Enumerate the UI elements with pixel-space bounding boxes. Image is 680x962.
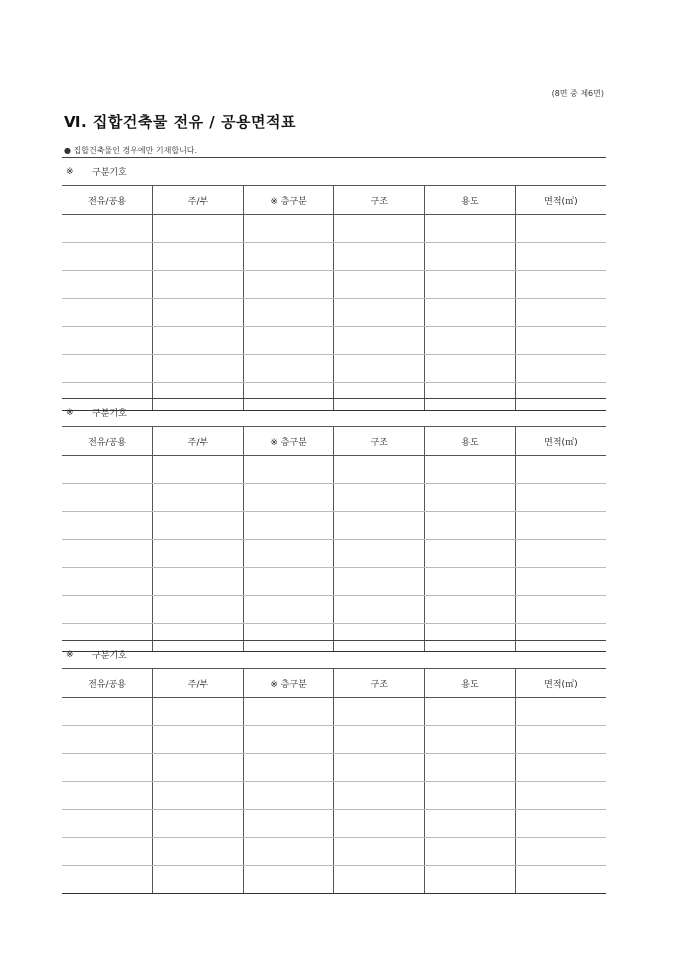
table-cell[interactable] [243, 215, 334, 243]
table-cell[interactable] [515, 215, 606, 243]
area-table [62, 426, 606, 652]
table-row [62, 540, 606, 568]
table-cell[interactable] [243, 512, 334, 540]
table-cell[interactable] [334, 243, 425, 271]
column-header-area: 면적(㎡) [515, 669, 606, 698]
table-cell[interactable] [153, 512, 244, 540]
table-cell[interactable] [515, 484, 606, 512]
table-row [62, 726, 606, 754]
table-cell[interactable] [425, 243, 516, 271]
table-cell[interactable] [334, 698, 425, 726]
table-cell[interactable] [62, 838, 153, 866]
table-cell[interactable] [243, 271, 334, 299]
table-cell[interactable] [62, 355, 153, 383]
table-header-row [62, 669, 606, 698]
table-row [62, 698, 606, 726]
reference-mark: ※ [66, 166, 74, 177]
table-cell[interactable] [334, 782, 425, 810]
page-number: (8면 중 제6면) [551, 89, 604, 98]
table-cell[interactable] [243, 810, 334, 838]
table-cell[interactable] [425, 540, 516, 568]
table-cell[interactable] [515, 327, 606, 355]
table-cell[interactable] [62, 243, 153, 271]
column-header-exclusive-common: 전유/공용 [62, 669, 153, 698]
column-header-floor: ※ 층구분 [243, 186, 334, 215]
table-cell[interactable] [243, 782, 334, 810]
table-cell[interactable] [243, 596, 334, 624]
table-cell[interactable] [425, 782, 516, 810]
table-cell[interactable] [515, 540, 606, 568]
table-cell[interactable] [515, 568, 606, 596]
table-cell[interactable] [425, 698, 516, 726]
table-cell[interactable] [153, 596, 244, 624]
table-cell[interactable] [425, 327, 516, 355]
column-header-area: 면적(㎡) [515, 427, 606, 456]
table-row [62, 243, 606, 271]
table-row [62, 299, 606, 327]
table-cell[interactable] [243, 698, 334, 726]
table-cell[interactable] [153, 866, 244, 894]
column-header-structure: 구조 [334, 427, 425, 456]
table-cell[interactable] [425, 512, 516, 540]
table-cell[interactable] [243, 243, 334, 271]
section-label-row [62, 399, 606, 426]
table-cell[interactable] [425, 271, 516, 299]
table-cell[interactable] [62, 327, 153, 355]
table-row [62, 215, 606, 243]
table-cell[interactable] [243, 327, 334, 355]
table-cell[interactable] [62, 596, 153, 624]
table-cell[interactable] [153, 782, 244, 810]
table-row [62, 271, 606, 299]
table-cell[interactable] [243, 540, 334, 568]
table-cell[interactable] [62, 512, 153, 540]
table-cell[interactable] [515, 512, 606, 540]
instruction-note: ● 집합건축물인 경우에만 기재합니다. [64, 146, 198, 155]
table-cell[interactable] [425, 810, 516, 838]
table-cell[interactable] [153, 327, 244, 355]
table-cell[interactable] [243, 726, 334, 754]
section-label: 구분기호 [92, 409, 127, 419]
table-cell[interactable] [334, 838, 425, 866]
column-header-area: 면적(㎡) [515, 186, 606, 215]
table-cell[interactable] [62, 215, 153, 243]
table-cell[interactable] [62, 568, 153, 596]
table-row [62, 838, 606, 866]
area-table [62, 668, 606, 894]
table-row [62, 866, 606, 894]
table-cell[interactable] [153, 754, 244, 782]
table-row [62, 512, 606, 540]
table-row [62, 456, 606, 484]
column-header-use: 용도 [425, 669, 516, 698]
table-cell[interactable] [243, 355, 334, 383]
table-header-row [62, 186, 606, 215]
table-cell[interactable] [153, 271, 244, 299]
table-cell[interactable] [515, 299, 606, 327]
column-header-exclusive-common: 전유/공용 [62, 427, 153, 456]
section-label-row [62, 641, 606, 668]
column-header-main-sub: 주/부 [153, 669, 244, 698]
table-cell[interactable] [334, 355, 425, 383]
table-cell[interactable] [425, 299, 516, 327]
column-header-floor: ※ 층구분 [243, 669, 334, 698]
table-cell[interactable] [153, 456, 244, 484]
table-cell[interactable] [334, 327, 425, 355]
table-cell[interactable] [334, 215, 425, 243]
table-cell[interactable] [334, 568, 425, 596]
area-section-2 [62, 398, 606, 652]
table-cell[interactable] [515, 243, 606, 271]
table-cell[interactable] [62, 726, 153, 754]
section-label: 구분기호 [92, 168, 127, 178]
column-header-structure: 구조 [334, 186, 425, 215]
table-row [62, 596, 606, 624]
table-row [62, 484, 606, 512]
table-cell[interactable] [334, 754, 425, 782]
area-section-1 [62, 157, 606, 411]
table-cell[interactable] [425, 215, 516, 243]
table-cell[interactable] [425, 456, 516, 484]
table-cell[interactable] [334, 299, 425, 327]
table-cell[interactable] [153, 215, 244, 243]
page-title: Ⅵ. 집합건축물 전유 / 공용면적표 [64, 113, 296, 131]
table-cell[interactable] [243, 568, 334, 596]
table-cell[interactable] [62, 540, 153, 568]
table-cell[interactable] [515, 698, 606, 726]
table-cell[interactable] [425, 484, 516, 512]
table-cell[interactable] [334, 271, 425, 299]
section-label: 구분기호 [92, 651, 127, 661]
table-cell[interactable] [334, 484, 425, 512]
table-row [62, 782, 606, 810]
table-cell[interactable] [153, 355, 244, 383]
column-header-main-sub: 주/부 [153, 427, 244, 456]
table-cell[interactable] [425, 726, 516, 754]
table-row [62, 810, 606, 838]
table-cell[interactable] [515, 726, 606, 754]
table-cell[interactable] [62, 271, 153, 299]
table-cell[interactable] [334, 810, 425, 838]
table-cell[interactable] [334, 512, 425, 540]
table-cell[interactable] [515, 810, 606, 838]
table-cell[interactable] [243, 838, 334, 866]
table-cell[interactable] [425, 568, 516, 596]
table-cell[interactable] [243, 754, 334, 782]
table-cell[interactable] [153, 838, 244, 866]
table-row [62, 754, 606, 782]
table-cell[interactable] [153, 243, 244, 271]
table-cell[interactable] [62, 754, 153, 782]
table-cell[interactable] [62, 299, 153, 327]
table-cell[interactable] [515, 838, 606, 866]
table-header-row [62, 427, 606, 456]
table-cell[interactable] [153, 540, 244, 568]
section-label-row [62, 158, 606, 185]
table-cell[interactable] [425, 754, 516, 782]
table-cell[interactable] [425, 838, 516, 866]
table-cell[interactable] [515, 271, 606, 299]
column-header-exclusive-common: 전유/공용 [62, 186, 153, 215]
area-section-3 [62, 640, 606, 894]
table-cell[interactable] [153, 299, 244, 327]
area-table [62, 185, 606, 411]
table-cell[interactable] [62, 866, 153, 894]
column-header-main-sub: 주/부 [153, 186, 244, 215]
table-cell[interactable] [425, 355, 516, 383]
table-cell[interactable] [515, 596, 606, 624]
table-cell[interactable] [515, 866, 606, 894]
table-cell[interactable] [515, 456, 606, 484]
table-cell[interactable] [515, 782, 606, 810]
table-cell[interactable] [425, 596, 516, 624]
table-cell[interactable] [243, 456, 334, 484]
table-cell[interactable] [153, 810, 244, 838]
table-row [62, 355, 606, 383]
table-cell[interactable] [62, 698, 153, 726]
table-row [62, 327, 606, 355]
column-header-structure: 구조 [334, 669, 425, 698]
table-cell[interactable] [515, 355, 606, 383]
table-cell[interactable] [62, 810, 153, 838]
table-cell[interactable] [153, 698, 244, 726]
table-cell[interactable] [334, 596, 425, 624]
column-header-use: 용도 [425, 427, 516, 456]
reference-mark: ※ [66, 407, 74, 418]
table-cell[interactable] [153, 726, 244, 754]
table-row [62, 568, 606, 596]
table-cell[interactable] [153, 568, 244, 596]
column-header-use: 용도 [425, 186, 516, 215]
table-cell[interactable] [334, 456, 425, 484]
column-header-floor: ※ 층구분 [243, 427, 334, 456]
reference-mark: ※ [66, 649, 74, 660]
table-cell[interactable] [62, 782, 153, 810]
table-cell[interactable] [425, 866, 516, 894]
table-cell[interactable] [334, 726, 425, 754]
table-cell[interactable] [62, 484, 153, 512]
table-cell[interactable] [243, 484, 334, 512]
table-cell[interactable] [334, 540, 425, 568]
table-cell[interactable] [62, 456, 153, 484]
table-cell[interactable] [515, 754, 606, 782]
table-cell[interactable] [243, 866, 334, 894]
table-cell[interactable] [153, 484, 244, 512]
table-cell[interactable] [243, 299, 334, 327]
table-cell[interactable] [334, 866, 425, 894]
